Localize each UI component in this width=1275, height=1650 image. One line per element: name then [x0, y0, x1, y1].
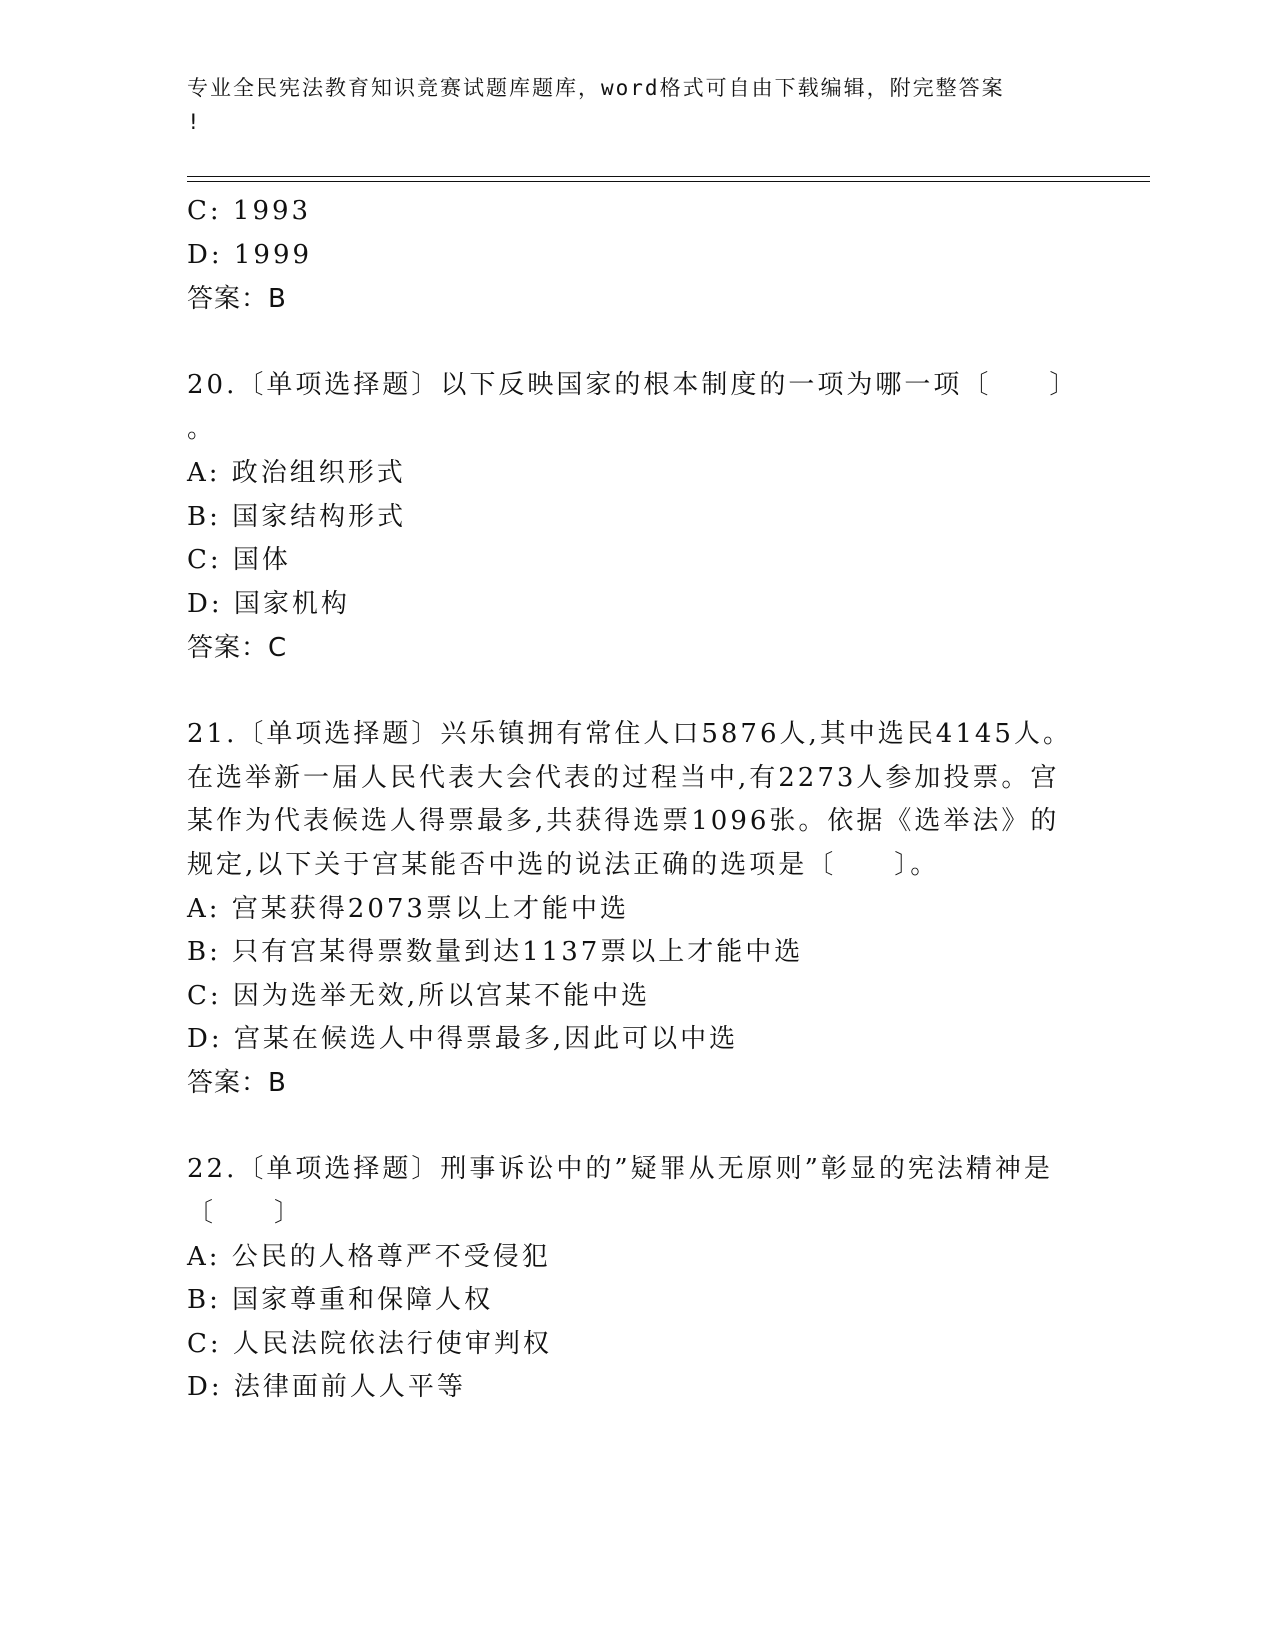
q20-stem: 20.〔单项选择题〕以下反映国家的根本制度的一项为哪一项〔 〕 [187, 370, 1079, 400]
q20-option-b: B: 国家结构形式 [187, 502, 407, 532]
q20-stem-continued: 。 [187, 414, 217, 444]
q22-option-d: D: 法律面前人人平等 [187, 1372, 466, 1402]
q21-option-a: A: 宫某获得2073票以上才能中选 [187, 894, 629, 924]
q22-stem-continued: 〔 〕 [187, 1198, 304, 1228]
q20-answer: 答案：C [187, 633, 288, 663]
q21-stem: 21.〔单项选择题〕兴乐镇拥有常住人口5876人,其中选民4145人。 [187, 719, 1072, 749]
q21-stem-line3: 某作为代表候选人得票最多,共获得选票1096张。依据《选举法》的 [187, 806, 1060, 836]
q19-answer: 答案：B [187, 284, 287, 314]
q22-option-c: C: 人民法院依法行使审判权 [187, 1329, 552, 1359]
header-title-continued: ! [187, 110, 202, 134]
q20-option-c: C: 国体 [187, 545, 291, 575]
q20-option-d: D: 国家机构 [187, 589, 350, 619]
q21-answer: 答案：B [187, 1068, 287, 1098]
q22-option-b: B: 国家尊重和保障人权 [187, 1285, 494, 1315]
q21-stem-line4: 规定,以下关于宫某能否中选的说法正确的选项是〔 〕。 [187, 850, 940, 880]
q21-option-c: C: 因为选举无效,所以宫某不能中选 [187, 981, 651, 1011]
header-divider-top [187, 176, 1150, 177]
q21-option-b: B: 只有宫某得票数量到达1137票以上才能中选 [187, 937, 804, 967]
q19-option-d: D: 1999 [187, 240, 313, 270]
header-title: 专业全民宪法教育知识竞赛试题库题库，word格式可自由下载编辑，附完整答案 [187, 76, 1005, 100]
q21-stem-line2: 在选举新一届人民代表大会代表的过程当中,有2273人参加投票。宫 [187, 763, 1060, 793]
q19-option-c: C: 1993 [187, 196, 312, 226]
header-divider-bottom [187, 181, 1150, 182]
q20-option-a: A: 政治组织形式 [187, 458, 406, 488]
q22-stem: 22.〔单项选择题〕刑事诉讼中的”疑罪从无原则”彰显的宪法精神是 [187, 1154, 1053, 1184]
q21-option-d: D: 宫某在候选人中得票最多,因此可以中选 [187, 1024, 739, 1054]
q22-option-a: A: 公民的人格尊严不受侵犯 [187, 1242, 551, 1272]
